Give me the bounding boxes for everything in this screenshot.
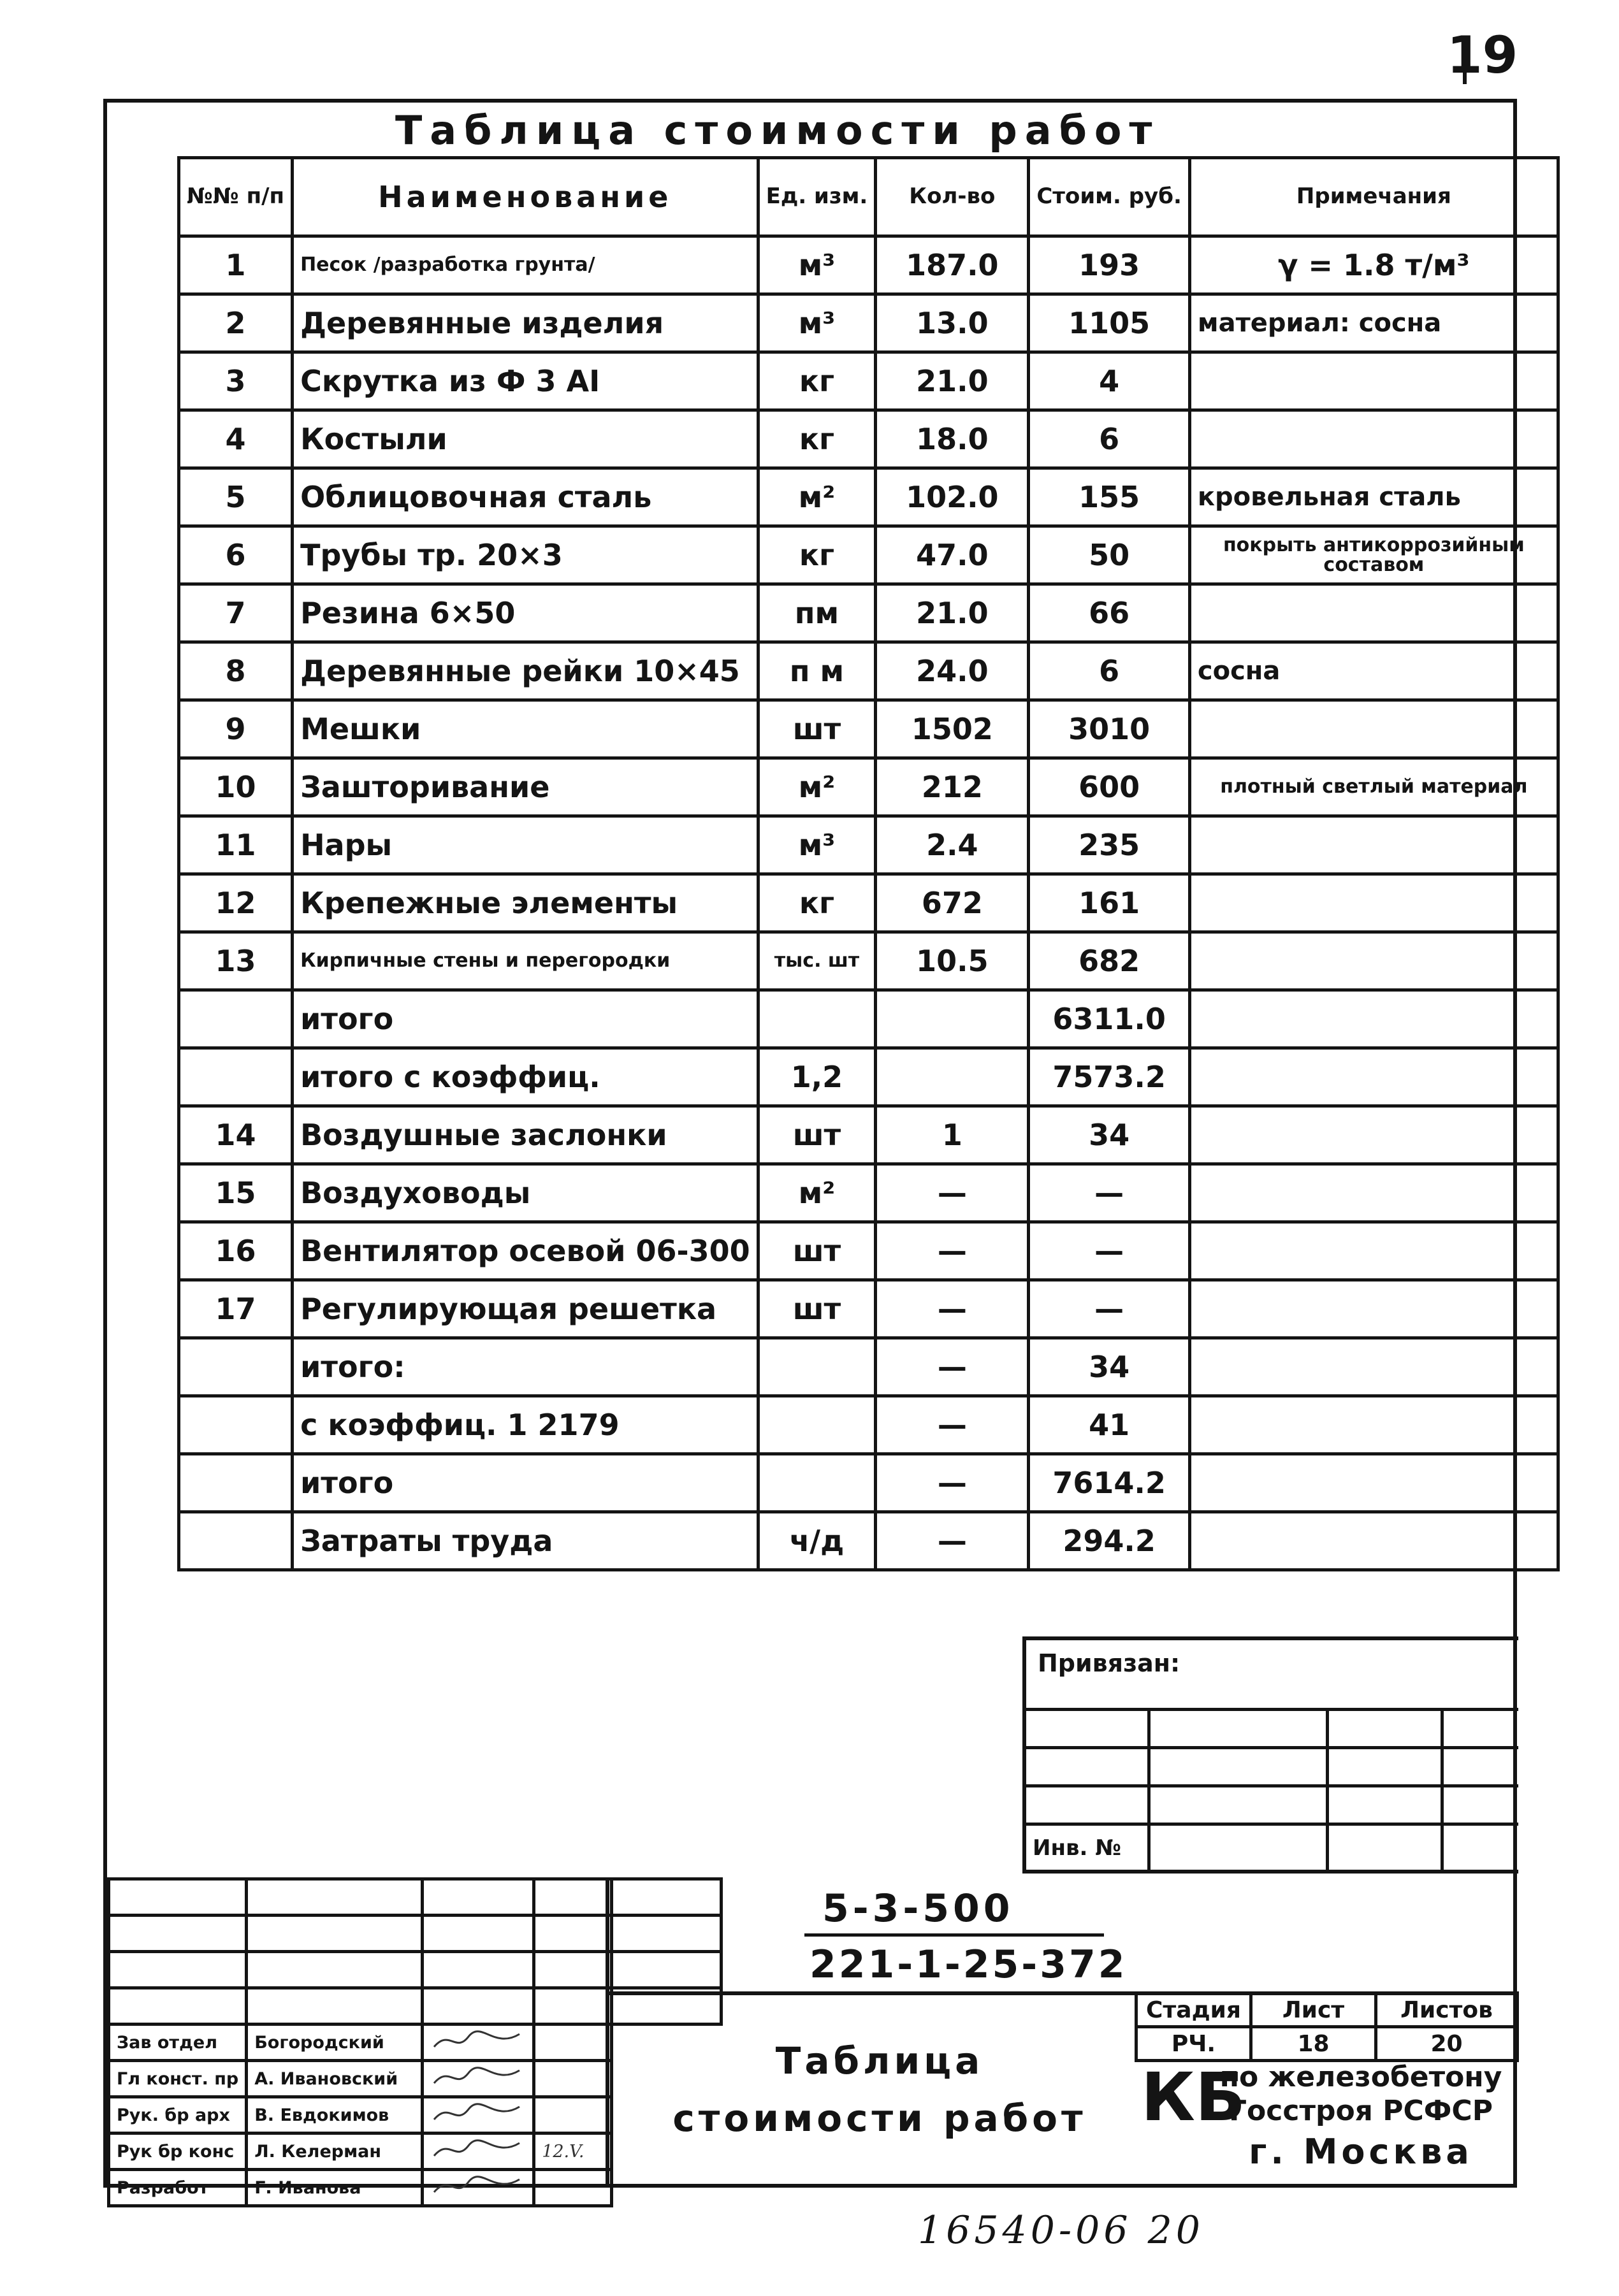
row-unit: кг (758, 352, 876, 410)
row-name: Затраты труда (293, 1512, 759, 1570)
row-note (1189, 700, 1558, 758)
signature-name: Богородский (247, 2025, 423, 2061)
sheets-value: 20 (1376, 2027, 1518, 2061)
row-unit: п м (758, 642, 876, 700)
title-block-empty-row (109, 1879, 722, 1916)
row-note (1189, 1454, 1558, 1512)
row-quantity: — (876, 1338, 1029, 1396)
row-cost: 6 (1029, 642, 1190, 700)
row-note (1189, 816, 1558, 874)
row-unit: шт (758, 700, 876, 758)
row-cost: 7573.2 (1029, 1048, 1190, 1106)
row-unit: м³ (758, 236, 876, 294)
row-note (1189, 1512, 1558, 1570)
row-unit (758, 1454, 876, 1512)
row-unit: пм (758, 584, 876, 642)
row-quantity: — (876, 1164, 1029, 1222)
row-number: 16 (179, 1222, 293, 1280)
row-number (179, 1048, 293, 1106)
row-number: 13 (179, 932, 293, 990)
signature-role: Гл конст. пр (109, 2061, 247, 2097)
row-quantity: 13.0 (876, 294, 1029, 352)
row-quantity: — (876, 1222, 1029, 1280)
signature-name: А. Ивановский (247, 2061, 423, 2097)
row-quantity (876, 990, 1029, 1048)
row-unit: шт (758, 1222, 876, 1280)
signature-name: В. Евдокимов (247, 2097, 423, 2134)
title-block-cell (612, 1916, 722, 1952)
row-cost: 41 (1029, 1396, 1190, 1454)
row-note (1189, 1338, 1558, 1396)
signature-row (109, 2170, 722, 2206)
row-note (1189, 1222, 1558, 1280)
row-note: кровельная сталь (1189, 468, 1558, 526)
title-block-divider (606, 1877, 609, 2187)
org-name (1211, 2061, 1511, 2128)
title-block-cell (423, 1952, 534, 1988)
table-row (179, 1048, 1558, 1106)
row-cost: 294.2 (1029, 1512, 1190, 1570)
title-block-cell (247, 1952, 423, 1988)
signature-role: Разработ (109, 2170, 247, 2206)
row-note: покрыть антикоррозийным составом (1189, 526, 1558, 584)
stamp-line (1022, 1823, 1518, 1826)
drawing-code: 5-3-500 (822, 1886, 1014, 1931)
stamp-line (1147, 1708, 1151, 1874)
archive-code: 16540-06 20 (918, 2208, 1204, 2253)
header-name: Наименование (293, 158, 759, 236)
title-block-signatures (107, 1877, 723, 2207)
row-quantity: 18.0 (876, 410, 1029, 468)
title-block-empty-row (109, 1952, 722, 1988)
row-note (1189, 1164, 1558, 1222)
row-cost: 682 (1029, 932, 1190, 990)
row-note (1189, 410, 1558, 468)
drawing-name: Таблица стоимости работ (672, 2039, 1087, 2140)
row-cost: 600 (1029, 758, 1190, 816)
stamp-line (1022, 1746, 1518, 1749)
table-row (179, 236, 1558, 294)
org-line-1: по железобетону (1219, 2061, 1502, 2093)
row-note: плотный светлый материал (1189, 758, 1558, 816)
row-name: Вентилятор осевой 06-300 (293, 1222, 759, 1280)
row-name: Кирпичные стены и перегородки (293, 932, 759, 990)
stamp-line (1022, 1784, 1518, 1787)
row-quantity: 24.0 (876, 642, 1029, 700)
row-number (179, 1338, 293, 1396)
row-cost: 193 (1029, 236, 1190, 294)
row-cost: 235 (1029, 816, 1190, 874)
handwritten-signature (430, 2028, 526, 2053)
header-unit: Ед. изм. (758, 158, 876, 236)
table-row (179, 1454, 1558, 1512)
title-block-cell (612, 1952, 722, 1988)
row-name: итого (293, 990, 759, 1048)
row-name: Трубы тр. 20×3 (293, 526, 759, 584)
table-row (179, 584, 1558, 642)
signature-role: Рук. бр арх (109, 2097, 247, 2134)
row-cost: 66 (1029, 584, 1190, 642)
row-quantity: 102.0 (876, 468, 1029, 526)
row-number: 14 (179, 1106, 293, 1164)
title-block-cell (247, 1879, 423, 1916)
row-quantity: — (876, 1512, 1029, 1570)
table-row (179, 1106, 1558, 1164)
row-quantity: 672 (876, 874, 1029, 932)
row-unit: м² (758, 1164, 876, 1222)
table-row (179, 758, 1558, 816)
row-unit: кг (758, 526, 876, 584)
title-block-cell (534, 1916, 612, 1952)
row-note (1189, 1396, 1558, 1454)
row-note: сосна (1189, 642, 1558, 700)
signature-mark (423, 2061, 534, 2097)
table-row (179, 1164, 1558, 1222)
row-cost: 34 (1029, 1106, 1190, 1164)
title-block-cell (534, 1952, 612, 1988)
table-row (179, 1512, 1558, 1570)
row-number: 4 (179, 410, 293, 468)
row-name: Резина 6×50 (293, 584, 759, 642)
row-number: 2 (179, 294, 293, 352)
handwritten-signature (430, 2173, 526, 2199)
header-num: №№ п/п (179, 158, 293, 236)
row-name: Крепежные элементы (293, 874, 759, 932)
table-row (179, 816, 1558, 874)
header-cost: Стоим. руб. (1029, 158, 1190, 236)
row-quantity: 21.0 (876, 584, 1029, 642)
row-note (1189, 990, 1558, 1048)
signature-row (109, 2134, 722, 2170)
row-quantity: 10.5 (876, 932, 1029, 990)
org-city: г. Москва (1249, 2132, 1473, 2172)
title-block-cell (423, 1916, 534, 1952)
row-note (1189, 584, 1558, 642)
org-line-2: Госстроя РСФСР (1229, 2094, 1493, 2127)
row-name: Облицовочная сталь (293, 468, 759, 526)
row-cost: 7614.2 (1029, 1454, 1190, 1512)
row-name: Нары (293, 816, 759, 874)
row-number: 12 (179, 874, 293, 932)
row-unit: шт (758, 1280, 876, 1338)
row-number: 7 (179, 584, 293, 642)
table-row (179, 468, 1558, 526)
row-cost: 6 (1029, 410, 1190, 468)
row-name: Деревянные изделия (293, 294, 759, 352)
row-cost: 1105 (1029, 294, 1190, 352)
row-number: 11 (179, 816, 293, 874)
title-block-cell (423, 1988, 534, 2025)
table-row (179, 352, 1558, 410)
row-name: Деревянные рейки 10×45 (293, 642, 759, 700)
title-block-cell (534, 1988, 612, 2025)
row-note (1189, 1106, 1558, 1164)
row-unit: м² (758, 468, 876, 526)
sheets-label: Листов (1376, 1993, 1518, 2027)
row-quantity: 47.0 (876, 526, 1029, 584)
sheet-label: Лист (1251, 1993, 1376, 2027)
title-block-cell (612, 1879, 722, 1916)
row-unit: тыс. шт (758, 932, 876, 990)
row-number: 3 (179, 352, 293, 410)
row-quantity: 187.0 (876, 236, 1029, 294)
row-quantity (876, 1048, 1029, 1106)
row-name: Зашторивание (293, 758, 759, 816)
signature-date (534, 2097, 612, 2134)
stamp-line (1022, 1708, 1518, 1711)
row-unit: шт (758, 1106, 876, 1164)
row-cost: — (1029, 1280, 1190, 1338)
stamp-line (1326, 1708, 1329, 1874)
row-quantity: — (876, 1280, 1029, 1338)
row-unit (758, 1396, 876, 1454)
row-quantity: 1 (876, 1106, 1029, 1164)
title-block-cell (109, 1879, 247, 1916)
table-row (179, 1222, 1558, 1280)
table-row (179, 526, 1558, 584)
signature-name: Г. Иванова (247, 2170, 423, 2206)
row-number: 9 (179, 700, 293, 758)
signature-mark (423, 2097, 534, 2134)
signature-date (534, 2025, 612, 2061)
row-name: Скрутка из Ф 3 АI (293, 352, 759, 410)
handwritten-signature (430, 2064, 526, 2090)
row-unit: м³ (758, 816, 876, 874)
header-qty: Кол-во (876, 158, 1029, 236)
header-note: Примечания (1189, 158, 1558, 236)
row-number (179, 1396, 293, 1454)
row-quantity: 212 (876, 758, 1029, 816)
row-unit (758, 990, 876, 1048)
signature-row (109, 2097, 722, 2134)
row-number: 8 (179, 642, 293, 700)
title-block-cell (612, 2170, 722, 2206)
row-note (1189, 1280, 1558, 1338)
row-name: Костыли (293, 410, 759, 468)
row-cost: 34 (1029, 1338, 1190, 1396)
row-name: Мешки (293, 700, 759, 758)
table-row (179, 410, 1558, 468)
row-unit (758, 1338, 876, 1396)
row-name: Воздуховоды (293, 1164, 759, 1222)
row-note (1189, 1048, 1558, 1106)
signature-role: Рук бр конс (109, 2134, 247, 2170)
signature-mark (423, 2134, 534, 2170)
row-unit: м² (758, 758, 876, 816)
title-block-cell (109, 1988, 247, 2025)
table-row (179, 1396, 1558, 1454)
row-quantity: 2.4 (876, 816, 1029, 874)
row-unit: ч/д (758, 1512, 876, 1570)
signature-date (534, 2170, 612, 2206)
table-row (179, 700, 1558, 758)
row-name: итого (293, 1454, 759, 1512)
row-unit: кг (758, 410, 876, 468)
title-block-cell (423, 1879, 534, 1916)
code-underline (804, 1933, 1104, 1937)
handwritten-signature (430, 2137, 526, 2162)
page-title: Таблица стоимости работ (395, 107, 1160, 154)
row-unit: 1,2 (758, 1048, 876, 1106)
sheet-number: 19 (1447, 25, 1518, 85)
signature-row (109, 2025, 722, 2061)
binding-label: Привязан: (1038, 1649, 1180, 1677)
row-unit: м³ (758, 294, 876, 352)
title-block-cell (534, 1879, 612, 1916)
stage-label: Стадия (1136, 1993, 1251, 2027)
row-cost: — (1029, 1222, 1190, 1280)
table-header-row (179, 158, 1558, 236)
row-number: 15 (179, 1164, 293, 1222)
signature-mark (423, 2025, 534, 2061)
stamp-line (1441, 1708, 1444, 1874)
row-note: γ = 1.8 т/м³ (1189, 236, 1558, 294)
row-name: с коэффиц. 1 2179 (293, 1396, 759, 1454)
row-number: 10 (179, 758, 293, 816)
row-unit: кг (758, 874, 876, 932)
row-note: материал: сосна (1189, 294, 1558, 352)
sheet-value: 18 (1251, 2027, 1376, 2061)
row-number (179, 990, 293, 1048)
row-note (1189, 932, 1558, 990)
row-name: Песок /разработка грунта/ (293, 236, 759, 294)
signature-date: 12.V. (534, 2134, 612, 2170)
table-row (179, 932, 1558, 990)
table-row (179, 874, 1558, 932)
row-name: итого: (293, 1338, 759, 1396)
title-block-cell (109, 1916, 247, 1952)
row-name: Регулирующая решетка (293, 1280, 759, 1338)
row-note (1189, 352, 1558, 410)
row-cost: — (1029, 1164, 1190, 1222)
title-block-cell (109, 1952, 247, 1988)
table-row (179, 990, 1558, 1048)
row-number: 6 (179, 526, 293, 584)
title-block-cell (247, 1988, 423, 2025)
row-quantity: 21.0 (876, 352, 1029, 410)
signature-date (534, 2061, 612, 2097)
title-block-cell (247, 1916, 423, 1952)
row-number: 5 (179, 468, 293, 526)
signature-mark (423, 2170, 534, 2206)
row-number: 1 (179, 236, 293, 294)
stage-value: РЧ. (1136, 2027, 1251, 2061)
row-cost: 155 (1029, 468, 1190, 526)
signature-row (109, 2061, 722, 2097)
table-row (179, 1338, 1558, 1396)
row-cost: 3010 (1029, 700, 1190, 758)
row-cost: 161 (1029, 874, 1190, 932)
cost-table (177, 156, 1560, 1571)
table-row (179, 294, 1558, 352)
stage-table (1135, 1991, 1519, 2062)
row-name: итого с коэффиц. (293, 1048, 759, 1106)
table-row (179, 1280, 1558, 1338)
row-note (1189, 874, 1558, 932)
handwritten-signature (430, 2100, 526, 2126)
row-number (179, 1512, 293, 1570)
row-number: 17 (179, 1280, 293, 1338)
org-logo: КБ (1141, 2058, 1246, 2136)
row-number (179, 1454, 293, 1512)
table-row (179, 642, 1558, 700)
project-code: 221-1-25-372 (810, 1942, 1128, 1987)
signature-role: Зав отдел (109, 2025, 247, 2061)
signature-name: Л. Келерман (247, 2134, 423, 2170)
row-name: Воздушные заслонки (293, 1106, 759, 1164)
title-block-empty-row (109, 1916, 722, 1952)
row-quantity: 1502 (876, 700, 1029, 758)
row-quantity: — (876, 1396, 1029, 1454)
row-cost: 6311.0 (1029, 990, 1190, 1048)
inventory-label: Инв. № (1033, 1835, 1122, 1861)
row-cost: 50 (1029, 526, 1190, 584)
row-quantity: — (876, 1454, 1029, 1512)
row-cost: 4 (1029, 352, 1190, 410)
